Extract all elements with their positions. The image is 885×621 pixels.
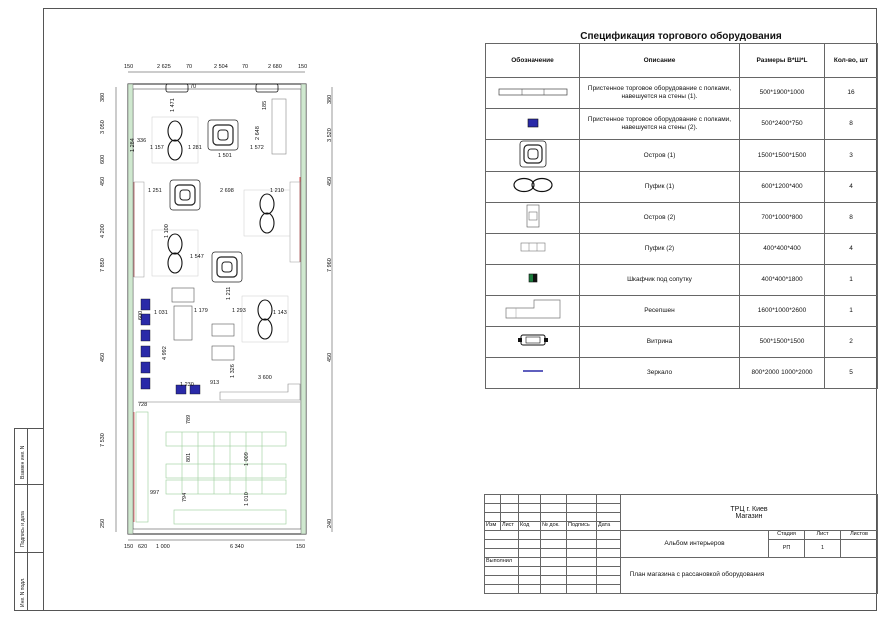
side-label-sign: Подпись и дата [20, 511, 26, 547]
pouf-2-icon [520, 242, 546, 255]
spec-icon-cell [486, 78, 580, 109]
spec-description: Витрина [580, 326, 740, 357]
dim-inner-32: 70 [190, 84, 197, 90]
pouf-1-icon [513, 177, 553, 196]
spec-icon-cell [486, 109, 580, 140]
spec-dimensions: 1600*1000*2600 [740, 295, 825, 326]
dim-right-2: 450 [327, 176, 333, 186]
stamp-col-doc: № док. [541, 522, 567, 531]
dim-inner-26: 794 [182, 492, 188, 502]
spec-qty: 8 [825, 202, 878, 233]
spec-dimensions: 500*2400*750 [740, 109, 825, 140]
dim-inner-8: 1 210 [270, 188, 284, 194]
dim-inner-7: 2 698 [220, 188, 234, 194]
mirror-icon [522, 368, 544, 377]
spec-qty: 3 [825, 140, 878, 172]
dim-inner-22: 789 [186, 414, 192, 424]
dim-inner-17: 1 326 [230, 364, 236, 378]
dim-inner-13: 1 293 [232, 308, 246, 314]
table-row [486, 78, 878, 109]
stamp-stage-label: Стадия [769, 531, 805, 540]
side-label-swap: Взамен инв. N [20, 445, 26, 479]
table-row [486, 295, 878, 326]
dim-right-4: 450 [327, 352, 333, 362]
dim-inner-0: 1 471 [170, 98, 176, 112]
spec-header-designation: Обозначение [486, 44, 580, 78]
spec-qty: 8 [825, 109, 878, 140]
dim-top-1: 2 625 [157, 64, 171, 70]
dim-inner-31: 185 [262, 100, 268, 110]
dim-inner-5: 2 648 [255, 126, 261, 140]
dim-inner-28: 1 284 [130, 138, 136, 152]
dim-inner-14: 1 143 [273, 310, 287, 316]
stamp-performed: Выполнил [485, 558, 519, 567]
spec-dimensions: 500*1500*1500 [740, 326, 825, 357]
dim-inner-21: 728 [138, 402, 148, 408]
spec-description: Остров (1) [580, 140, 740, 172]
stamp-album: Альбом интерьеров [621, 531, 769, 558]
dim-inner-1: 1 157 [150, 145, 164, 151]
stamp-col-izm: Изм [485, 522, 501, 531]
table-row [486, 233, 878, 264]
stamp-project-cell [621, 495, 878, 531]
spec-icon-cell [486, 202, 580, 233]
table-row [486, 357, 878, 388]
dim-inner-20: 1 230 [180, 382, 194, 388]
stamp-drawing-title-cell [621, 558, 878, 594]
stamp-project: ТРЦ г. Киев [730, 505, 768, 513]
spec-description: Пристенное торговое оборудование с полками, навешуется на стены (2). [580, 109, 740, 140]
spec-dimensions: 500*1900*1000 [740, 78, 825, 109]
island-1-icon [519, 140, 547, 171]
dim-left-8: 250 [100, 518, 106, 528]
dim-right-3: 7 960 [327, 258, 333, 272]
spec-dimensions: 1500*1500*1500 [740, 140, 825, 172]
spec-header-description: Описание [580, 44, 740, 78]
dim-inner-6: 1 251 [148, 188, 162, 194]
dim-inner-19: 913 [210, 380, 220, 386]
dim-inner-25: 997 [150, 490, 160, 496]
spec-icon-cell [486, 264, 580, 295]
spec-dimensions: 400*400*1800 [740, 264, 825, 295]
stamp-sheet-value: 1 [805, 540, 841, 558]
spec-description: Шкафчик под сопутку [580, 264, 740, 295]
dim-top-3: 2 504 [214, 64, 228, 70]
stamp-col-kod: Код [519, 522, 541, 531]
dim-inner-30: 600 [138, 310, 144, 320]
island-2-icon [526, 204, 540, 231]
spec-icon-cell [486, 140, 580, 172]
reception-icon [504, 298, 562, 323]
dim-inner-4: 1 572 [250, 145, 264, 151]
spec-description: Пуфик (1) [580, 171, 740, 202]
table-row [486, 326, 878, 357]
dim-inner-12: 1 179 [194, 308, 208, 314]
dim-inner-23: 801 [186, 452, 192, 462]
dim-inner-2: 1 281 [188, 145, 202, 151]
dim-left-6: 450 [100, 352, 106, 362]
dim-left-4: 4 200 [100, 224, 106, 238]
dim-top-2: 70 [186, 64, 193, 70]
spec-qty: 4 [825, 233, 878, 264]
title-block [484, 494, 878, 594]
cabinet-icon [528, 273, 538, 286]
dim-bottom-2: 1 000 [156, 544, 170, 550]
spec-icon-cell [486, 171, 580, 202]
dim-inner-27: 1 010 [244, 492, 250, 506]
dim-right-5: 240 [327, 518, 333, 528]
dim-top-5: 2 680 [268, 64, 282, 70]
spec-description: Пуфик (2) [580, 233, 740, 264]
stamp-sheets-value [841, 540, 878, 558]
spec-dimensions: 400*400*400 [740, 233, 825, 264]
spec-description: Пристенное торговое оборудование с полками, навешуется на стены (1). [580, 78, 740, 109]
spec-icon-cell [486, 326, 580, 357]
spec-qty: 4 [825, 171, 878, 202]
dim-inner-3: 1 501 [218, 153, 232, 159]
dim-left-7: 7 530 [100, 433, 106, 447]
dim-top-0: 150 [124, 64, 134, 70]
spec-qty: 1 [825, 295, 878, 326]
dim-inner-29: 336 [137, 138, 147, 144]
dim-inner-15: 1 211 [226, 286, 232, 300]
table-row [486, 171, 878, 202]
floor-plan-drawing [110, 62, 340, 554]
side-stamp-strip [14, 428, 43, 611]
stamp-drawing-title: План магазина с рассановкой оборудования [629, 571, 765, 579]
table-row [486, 202, 878, 233]
spec-header-row [486, 44, 878, 78]
spec-description: Ресепшен [580, 295, 740, 326]
side-label-inv: Инв. N подл. [20, 577, 26, 607]
spec-dimensions: 800*2000 1000*2000 [740, 357, 825, 388]
spec-dimensions: 600*1200*400 [740, 171, 825, 202]
wall-shelving-1-icon [498, 87, 568, 100]
dim-inner-24: 1 009 [244, 452, 250, 466]
stamp-sheets-label: Листов [841, 531, 878, 540]
dim-left-0: 380 [100, 92, 106, 102]
spec-qty: 16 [825, 78, 878, 109]
table-row [486, 140, 878, 172]
dim-bottom-3: 6 340 [230, 544, 244, 550]
table-row [486, 264, 878, 295]
dim-bottom-4: 150 [296, 544, 306, 550]
spec-icon-cell [486, 295, 580, 326]
dim-right-1: 3 520 [327, 128, 333, 142]
stamp-sheet-label: Лист [805, 531, 841, 540]
stamp-col-list: Лист [501, 522, 519, 531]
dim-top-4: 70 [242, 64, 249, 70]
spec-icon-cell [486, 357, 580, 388]
dim-left-5: 7 850 [100, 258, 106, 272]
stamp-object: Магазин [735, 512, 763, 520]
table-row [486, 109, 878, 140]
dim-inner-9: 1 100 [164, 224, 170, 238]
dim-left-3: 450 [100, 176, 106, 186]
spec-icon-cell [486, 233, 580, 264]
dim-bottom-1: 620 [138, 544, 148, 550]
spec-table [485, 43, 878, 389]
showcase-icon [517, 333, 549, 350]
stamp-col-sign: Подпись [567, 522, 597, 531]
spec-qty: 5 [825, 357, 878, 388]
dim-left-1: 3 050 [100, 120, 106, 134]
spec-header-qty: Кол-во, шт [825, 44, 878, 78]
spec-description: Зеркало [580, 357, 740, 388]
dim-inner-18: 3 600 [258, 375, 272, 381]
dim-inner-16: 4 992 [162, 346, 168, 360]
dim-right-0: 380 [327, 94, 333, 104]
spec-qty: 2 [825, 326, 878, 357]
dim-inner-11: 1 031 [154, 310, 168, 316]
dim-left-2: 600 [100, 154, 106, 164]
spec-title: Спецификация торгового оборудования [580, 31, 782, 42]
dim-top-6: 150 [298, 64, 308, 70]
dim-inner-10: 1 547 [190, 254, 204, 260]
stamp-col-date: Дата [597, 522, 621, 531]
spec-qty: 1 [825, 264, 878, 295]
floor-plan [100, 62, 340, 554]
spec-dimensions: 700*1000*800 [740, 202, 825, 233]
spec-description: Остров (2) [580, 202, 740, 233]
spec-header-dimensions: Размеры В*Ш*L [740, 44, 825, 78]
dim-bottom-0: 150 [124, 544, 134, 550]
wall-shelving-2-icon [527, 118, 539, 131]
stamp-stage-value: РП [769, 540, 805, 558]
